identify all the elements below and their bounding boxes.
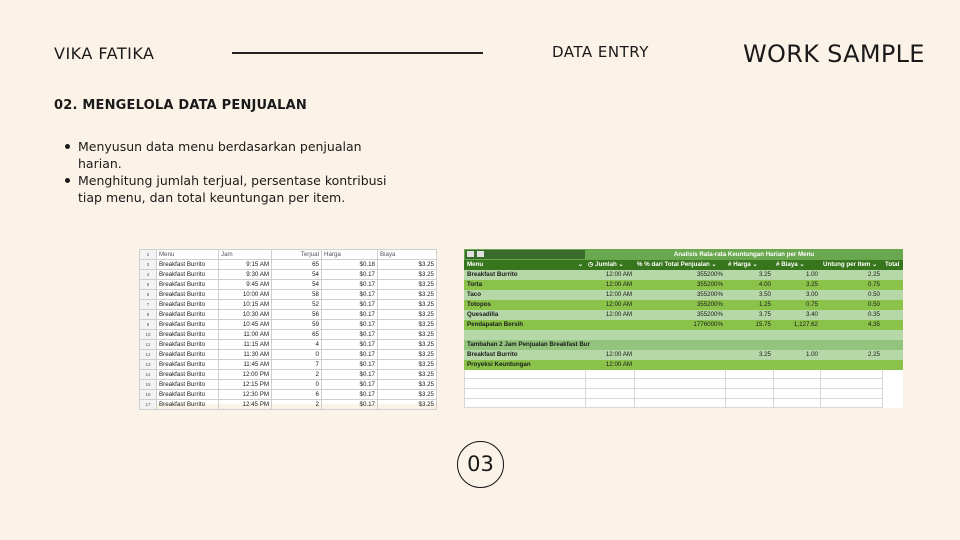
quantity-cell[interactable]: 12:00 AM bbox=[586, 280, 635, 290]
time-cell[interactable]: 9:30 AM bbox=[219, 270, 272, 280]
empty-row bbox=[465, 388, 903, 398]
time-cell[interactable]: 12:00 PM bbox=[219, 370, 272, 380]
sheet-title: Analisis Rata-rata Keuntungan Harian per Menu bbox=[586, 250, 903, 260]
quantity-cell[interactable]: 12:00 AM bbox=[586, 270, 635, 280]
empty-cell[interactable] bbox=[726, 379, 774, 389]
row-number[interactable]: 9 bbox=[140, 320, 157, 330]
row-number[interactable]: 5 bbox=[140, 280, 157, 290]
header-divider bbox=[232, 52, 483, 54]
quantity-cell[interactable]: 12:00 AM bbox=[586, 300, 635, 310]
table-row bbox=[465, 359, 903, 369]
bullet-list bbox=[78, 138, 408, 206]
price-cell[interactable]: $0.17 bbox=[322, 290, 378, 300]
table-row bbox=[465, 270, 903, 280]
cost-cell[interactable] bbox=[774, 330, 821, 340]
total-cell[interactable] bbox=[883, 280, 903, 290]
sold-cell[interactable]: 0 bbox=[272, 380, 322, 390]
sales-data-spreadsheet bbox=[139, 249, 436, 408]
cost-cell[interactable] bbox=[774, 339, 821, 349]
row-number[interactable]: 12 bbox=[140, 350, 157, 360]
sold-cell[interactable]: 7 bbox=[272, 360, 322, 370]
empty-cell[interactable] bbox=[821, 379, 883, 389]
sold-cell[interactable]: 65 bbox=[272, 260, 322, 270]
sold-cell[interactable]: 59 bbox=[272, 320, 322, 330]
quantity-cell[interactable]: 12:00 AM bbox=[586, 290, 635, 300]
profit-cell[interactable]: 0.50 bbox=[821, 290, 883, 300]
cost-cell[interactable]: $3.25 bbox=[378, 400, 437, 410]
section-title: 02. MENGELOLA DATA PENJUALAN bbox=[54, 98, 307, 113]
clock-icon: ◷ bbox=[588, 261, 594, 268]
menu-cell[interactable]: Breakfast Burrito bbox=[157, 340, 219, 350]
row-number[interactable]: 11 bbox=[140, 340, 157, 350]
chevron-down-icon[interactable]: ⌄ bbox=[577, 261, 583, 268]
time-cell[interactable]: 12:15 PM bbox=[219, 380, 272, 390]
cost-cell[interactable]: $3.25 bbox=[378, 290, 437, 300]
cost-cell[interactable]: 0.75 bbox=[774, 300, 821, 310]
sheet-title-row bbox=[465, 250, 903, 260]
cost-cell[interactable]: $3.25 bbox=[378, 300, 437, 310]
cost-cell[interactable]: $3.25 bbox=[378, 310, 437, 320]
empty-cell[interactable] bbox=[635, 388, 726, 398]
menu-cell[interactable]: Breakfast Burrito bbox=[157, 310, 219, 320]
price-cell[interactable]: $0.17 bbox=[322, 330, 378, 340]
profit-cell[interactable] bbox=[821, 339, 883, 349]
row-number[interactable]: 16 bbox=[140, 390, 157, 400]
table-row bbox=[140, 260, 437, 270]
empty-row bbox=[465, 398, 903, 408]
price-cell[interactable]: 3.25 bbox=[726, 349, 774, 359]
table-row bbox=[140, 270, 437, 280]
total-cell[interactable] bbox=[883, 270, 903, 280]
cost-cell[interactable]: $3.25 bbox=[378, 350, 437, 360]
percent-icon: % bbox=[637, 261, 643, 268]
column-header[interactable]: ◷ Jumlah ⌄ bbox=[586, 260, 635, 270]
menu-cell[interactable]: Breakfast Burrito bbox=[157, 380, 219, 390]
cost-cell[interactable]: 3.00 bbox=[774, 290, 821, 300]
table-row bbox=[465, 330, 903, 340]
empty-cell[interactable] bbox=[821, 388, 883, 398]
page-title: WORK SAMPLE bbox=[743, 40, 925, 68]
table-row bbox=[140, 330, 437, 340]
table-row bbox=[140, 280, 437, 290]
empty-cell[interactable] bbox=[635, 379, 726, 389]
sold-cell[interactable]: 6 bbox=[272, 390, 322, 400]
menu-cell[interactable]: Breakfast Burrito bbox=[157, 260, 219, 270]
row-number[interactable]: 13 bbox=[140, 360, 157, 370]
price-cell[interactable]: $0.17 bbox=[322, 300, 378, 310]
empty-cell[interactable] bbox=[774, 369, 821, 379]
time-cell[interactable]: 11:15 AM bbox=[219, 340, 272, 350]
empty-cell[interactable] bbox=[726, 369, 774, 379]
quantity-cell[interactable] bbox=[586, 320, 635, 330]
sheet-header-row bbox=[140, 250, 437, 260]
table-row bbox=[140, 300, 437, 310]
row-number[interactable]: 8 bbox=[140, 310, 157, 320]
menu-cell[interactable]: Proyeksi Keuntungan bbox=[465, 359, 586, 369]
cost-cell[interactable]: 3.25 bbox=[774, 280, 821, 290]
sold-cell[interactable]: 58 bbox=[272, 290, 322, 300]
cost-cell[interactable]: $3.25 bbox=[378, 370, 437, 380]
menu-cell[interactable]: Breakfast Burrito bbox=[157, 370, 219, 380]
sold-cell[interactable]: 2 bbox=[272, 400, 322, 410]
row-number[interactable]: 3 bbox=[140, 260, 157, 270]
empty-cell[interactable] bbox=[774, 388, 821, 398]
author-name: VIKA FATIKA bbox=[54, 44, 155, 63]
profit-cell[interactable]: 0.35 bbox=[821, 310, 883, 320]
menu-cell[interactable]: Breakfast Burrito bbox=[157, 330, 219, 340]
cost-cell[interactable] bbox=[774, 359, 821, 369]
quantity-cell[interactable]: 12:00 AM bbox=[586, 349, 635, 359]
column-header[interactable]: # Biaya ⌄ bbox=[774, 260, 821, 270]
sold-cell[interactable]: 4 bbox=[272, 340, 322, 350]
table-row bbox=[140, 290, 437, 300]
table-row bbox=[465, 310, 903, 320]
cost-cell[interactable]: 1,127.62 bbox=[774, 320, 821, 330]
number-icon: # bbox=[776, 261, 780, 268]
empty-cell[interactable] bbox=[586, 379, 635, 389]
menu-cell[interactable]: Breakfast Burrito bbox=[157, 320, 219, 330]
row-number[interactable]: 7 bbox=[140, 300, 157, 310]
category-label: DATA ENTRY bbox=[552, 43, 649, 61]
column-header: Biaya bbox=[378, 250, 437, 260]
time-cell[interactable]: 10:15 AM bbox=[219, 300, 272, 310]
row-number[interactable]: 14 bbox=[140, 370, 157, 380]
menu-cell[interactable] bbox=[465, 330, 586, 340]
price-cell[interactable]: $0.17 bbox=[322, 280, 378, 290]
profit-cell[interactable]: 2.25 bbox=[821, 349, 883, 359]
profit-cell[interactable]: 0.75 bbox=[821, 280, 883, 290]
sold-cell[interactable]: 0 bbox=[272, 350, 322, 360]
total-cell[interactable] bbox=[883, 339, 903, 349]
empty-cell[interactable] bbox=[821, 398, 883, 408]
column-header[interactable]: Menu ⌄ bbox=[465, 260, 586, 270]
menu-cell[interactable]: Breakfast Burrito bbox=[157, 350, 219, 360]
profit-cell[interactable]: 0.50 bbox=[821, 300, 883, 310]
empty-cell[interactable] bbox=[883, 369, 903, 379]
table-row bbox=[140, 350, 437, 360]
price-cell[interactable]: $0.17 bbox=[322, 320, 378, 330]
price-cell[interactable]: $0.17 bbox=[322, 380, 378, 390]
cost-cell[interactable]: 1.00 bbox=[774, 270, 821, 280]
cost-cell[interactable]: 1.00 bbox=[774, 349, 821, 359]
total-cell[interactable] bbox=[883, 330, 903, 340]
quantity-cell[interactable]: 12:00 AM bbox=[586, 310, 635, 320]
time-cell[interactable]: 12:30 PM bbox=[219, 390, 272, 400]
chevron-down-icon[interactable]: ⌄ bbox=[799, 261, 805, 268]
percent-cell[interactable]: 355200% bbox=[635, 280, 726, 290]
price-cell[interactable]: 3.25 bbox=[726, 270, 774, 280]
menu-cell[interactable]: Breakfast Burrito bbox=[157, 400, 219, 410]
time-cell[interactable]: 9:15 AM bbox=[219, 260, 272, 270]
percent-cell[interactable] bbox=[635, 330, 726, 340]
row-number: 2 bbox=[140, 250, 157, 260]
profit-cell[interactable]: 2.25 bbox=[821, 270, 883, 280]
menu-cell[interactable]: Torta bbox=[465, 280, 586, 290]
sold-cell[interactable]: 56 bbox=[272, 310, 322, 320]
empty-cell[interactable] bbox=[635, 369, 726, 379]
column-header[interactable]: Untung per Item ⌄ bbox=[821, 260, 883, 270]
cost-cell[interactable]: $3.25 bbox=[378, 280, 437, 290]
column-header: Menu bbox=[157, 250, 219, 260]
filter-icon bbox=[477, 251, 484, 257]
table-row bbox=[140, 380, 437, 390]
price-cell[interactable] bbox=[726, 330, 774, 340]
price-cell[interactable]: $0.17 bbox=[322, 400, 378, 410]
table-row bbox=[140, 360, 437, 370]
empty-cell[interactable] bbox=[635, 398, 726, 408]
time-cell[interactable]: 12:45 PM bbox=[219, 400, 272, 410]
percent-cell[interactable]: 355200% bbox=[635, 300, 726, 310]
row-number[interactable]: 4 bbox=[140, 270, 157, 280]
empty-cell[interactable] bbox=[465, 398, 586, 408]
table-row bbox=[140, 370, 437, 380]
empty-cell[interactable] bbox=[586, 398, 635, 408]
chevron-down-icon[interactable]: ⌄ bbox=[752, 261, 758, 268]
percent-cell[interactable]: 355200% bbox=[635, 310, 726, 320]
empty-cell[interactable] bbox=[774, 379, 821, 389]
table-row bbox=[465, 320, 903, 330]
menu-cell[interactable]: Breakfast Burrito bbox=[465, 349, 586, 359]
menu-cell[interactable]: Breakfast Burrito bbox=[157, 300, 219, 310]
menu-cell[interactable]: Pendapatan Bersih bbox=[465, 320, 586, 330]
time-cell[interactable]: 11:45 AM bbox=[219, 360, 272, 370]
empty-row bbox=[465, 379, 903, 389]
empty-cell[interactable] bbox=[586, 369, 635, 379]
percent-cell[interactable]: 355200% bbox=[635, 270, 726, 280]
sold-cell[interactable]: 52 bbox=[272, 300, 322, 310]
cost-cell[interactable]: $3.25 bbox=[378, 320, 437, 330]
quantity-cell[interactable] bbox=[586, 330, 635, 340]
quantity-cell[interactable] bbox=[586, 339, 635, 349]
column-header: Jam bbox=[219, 250, 272, 260]
time-cell[interactable]: 10:45 AM bbox=[219, 320, 272, 330]
percent-cell[interactable] bbox=[635, 359, 726, 369]
menu-cell[interactable]: Breakfast Burrito bbox=[157, 270, 219, 280]
empty-cell[interactable] bbox=[465, 388, 586, 398]
empty-cell[interactable] bbox=[465, 369, 586, 379]
price-cell[interactable]: $0.17 bbox=[322, 360, 378, 370]
sold-cell[interactable]: 65 bbox=[272, 330, 322, 340]
total-cell[interactable] bbox=[883, 349, 903, 359]
sheet-header-row bbox=[465, 260, 903, 270]
menu-cell[interactable]: Breakfast Burrito bbox=[465, 270, 586, 280]
empty-cell[interactable] bbox=[883, 379, 903, 389]
menu-cell[interactable]: Totopos bbox=[465, 300, 586, 310]
percent-cell[interactable] bbox=[635, 339, 726, 349]
empty-cell[interactable] bbox=[726, 388, 774, 398]
sold-cell[interactable]: 2 bbox=[272, 370, 322, 380]
sold-cell[interactable]: 54 bbox=[272, 280, 322, 290]
table-row bbox=[140, 390, 437, 400]
price-cell[interactable]: 3.50 bbox=[726, 290, 774, 300]
cost-cell[interactable]: $3.25 bbox=[378, 360, 437, 370]
table-row bbox=[465, 349, 903, 359]
cost-cell[interactable]: $3.25 bbox=[378, 330, 437, 340]
time-cell[interactable]: 11:30 AM bbox=[219, 350, 272, 360]
menu-cell[interactable]: Breakfast Burrito bbox=[157, 390, 219, 400]
empty-cell[interactable] bbox=[586, 388, 635, 398]
profit-cell[interactable] bbox=[821, 359, 883, 369]
quantity-cell[interactable]: 12:00 AM bbox=[586, 359, 635, 369]
bullet-item: Menghitung jumlah terjual, persentase kontribusi tiap menu, dan total keuntungan per item. bbox=[78, 172, 408, 206]
price-cell[interactable]: $0.17 bbox=[322, 310, 378, 320]
price-cell[interactable]: 1.25 bbox=[726, 300, 774, 310]
column-header[interactable]: % % dari Total Penjualan ⌄ bbox=[635, 260, 726, 270]
time-cell[interactable]: 10:30 AM bbox=[219, 310, 272, 320]
empty-cell[interactable] bbox=[774, 398, 821, 408]
price-cell[interactable]: $0.17 bbox=[322, 340, 378, 350]
percent-cell[interactable]: 355200% bbox=[635, 290, 726, 300]
page-number: 03 bbox=[457, 441, 504, 488]
price-cell[interactable]: $0.17 bbox=[322, 390, 378, 400]
price-cell[interactable]: $0.17 bbox=[322, 350, 378, 360]
empty-cell[interactable] bbox=[883, 388, 903, 398]
table-row bbox=[465, 339, 903, 349]
total-cell[interactable] bbox=[883, 310, 903, 320]
menu-cell[interactable]: Taco bbox=[465, 290, 586, 300]
number-icon: # bbox=[728, 261, 732, 268]
cost-cell[interactable]: 3.40 bbox=[774, 310, 821, 320]
row-number[interactable]: 17 bbox=[140, 400, 157, 410]
table-row bbox=[140, 310, 437, 320]
menu-cell[interactable]: Breakfast Burrito bbox=[157, 360, 219, 370]
cost-cell[interactable]: $3.25 bbox=[378, 260, 437, 270]
cost-cell[interactable]: $3.25 bbox=[378, 390, 437, 400]
table-row bbox=[140, 320, 437, 330]
total-cell[interactable] bbox=[883, 290, 903, 300]
grid-icon bbox=[467, 251, 474, 257]
chevron-down-icon[interactable]: ⌄ bbox=[872, 261, 878, 268]
empty-cell[interactable] bbox=[465, 379, 586, 389]
bullet-item: Menyusun data menu berdasarkan penjualan harian. bbox=[78, 138, 408, 172]
column-header: Harga bbox=[322, 250, 378, 260]
row-number[interactable]: 15 bbox=[140, 380, 157, 390]
time-cell[interactable]: 9:45 AM bbox=[219, 280, 272, 290]
menu-cell[interactable]: Quesadilla bbox=[465, 310, 586, 320]
empty-cell[interactable] bbox=[726, 398, 774, 408]
empty-row bbox=[465, 369, 903, 379]
menu-cell[interactable]: Breakfast Burrito bbox=[157, 280, 219, 290]
profit-cell[interactable] bbox=[821, 330, 883, 340]
total-cell[interactable] bbox=[883, 359, 903, 369]
price-cell[interactable]: $0.17 bbox=[322, 370, 378, 380]
price-cell[interactable]: $0.17 bbox=[322, 270, 378, 280]
chevron-down-icon[interactable]: ⌄ bbox=[711, 261, 717, 268]
row-number[interactable]: 6 bbox=[140, 290, 157, 300]
row-number[interactable]: 10 bbox=[140, 330, 157, 340]
chevron-down-icon[interactable]: ⌄ bbox=[618, 261, 624, 268]
percent-cell[interactable] bbox=[635, 349, 726, 359]
table-row bbox=[140, 340, 437, 350]
empty-cell[interactable] bbox=[821, 369, 883, 379]
menu-cell[interactable]: Tambahan 2 Jam Penjualan Breakfast Bur bbox=[465, 339, 586, 349]
cost-cell[interactable]: $3.25 bbox=[378, 270, 437, 280]
price-cell[interactable] bbox=[726, 339, 774, 349]
table-row bbox=[465, 290, 903, 300]
price-cell[interactable]: 15.75 bbox=[726, 320, 774, 330]
sheet-toolbar bbox=[465, 250, 586, 260]
profit-analysis-spreadsheet bbox=[464, 249, 902, 404]
column-header[interactable]: # Harga ⌄ bbox=[726, 260, 774, 270]
price-cell[interactable]: $0.18 bbox=[322, 260, 378, 270]
column-header[interactable]: Total bbox=[883, 260, 903, 270]
profit-cell[interactable]: 4.35 bbox=[821, 320, 883, 330]
column-header: Terjual bbox=[272, 250, 322, 260]
sold-cell[interactable]: 54 bbox=[272, 270, 322, 280]
cost-cell[interactable]: $3.25 bbox=[378, 380, 437, 390]
price-cell[interactable]: 4.00 bbox=[726, 280, 774, 290]
price-cell[interactable] bbox=[726, 359, 774, 369]
total-cell[interactable] bbox=[883, 320, 903, 330]
menu-cell[interactable]: Breakfast Burrito bbox=[157, 290, 219, 300]
time-cell[interactable]: 11:00 AM bbox=[219, 330, 272, 340]
price-cell[interactable]: 3.75 bbox=[726, 310, 774, 320]
table-row bbox=[465, 300, 903, 310]
total-cell[interactable] bbox=[883, 300, 903, 310]
table-row bbox=[465, 280, 903, 290]
empty-cell[interactable] bbox=[883, 398, 903, 408]
cost-cell[interactable]: $3.25 bbox=[378, 340, 437, 350]
percent-cell[interactable]: 1776000% bbox=[635, 320, 726, 330]
time-cell[interactable]: 10:00 AM bbox=[219, 290, 272, 300]
table-row bbox=[140, 400, 437, 410]
